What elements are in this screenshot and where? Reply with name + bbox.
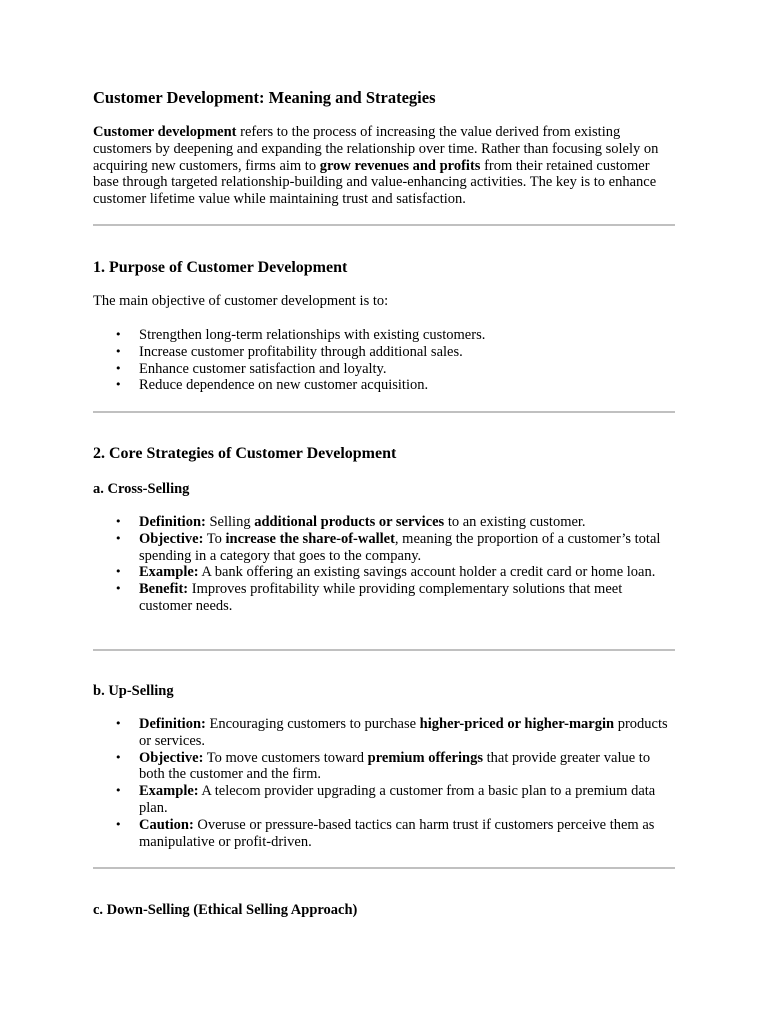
divider bbox=[93, 867, 675, 869]
divider bbox=[93, 649, 675, 651]
item-label: Objective: bbox=[139, 749, 204, 766]
item-text: Encouraging customers to purchase bbox=[205, 716, 420, 732]
section-1-heading: 1. Purpose of Customer Development bbox=[93, 259, 348, 276]
divider bbox=[93, 224, 675, 226]
item-label: Caution: bbox=[139, 816, 194, 833]
list-item bbox=[139, 564, 675, 581]
list-item: • Strengthen long-term relationships with existing customers. bbox=[139, 327, 675, 344]
intro-paragraph bbox=[93, 124, 675, 208]
item-label: Objective: bbox=[139, 530, 204, 547]
intro-bold-1: grow revenues and profits bbox=[319, 157, 481, 174]
intro-term: Customer development bbox=[93, 124, 237, 140]
item-bold: higher-priced or higher-margin bbox=[419, 716, 615, 732]
item-text: , meaning the proportion of a customer’s total spending in a category that goes to the company. bbox=[139, 530, 661, 564]
up-selling-list bbox=[93, 716, 675, 850]
section-1-lead: The main objective of customer development is to: bbox=[93, 293, 389, 309]
item-label: Example: bbox=[139, 564, 199, 581]
list-item bbox=[139, 783, 675, 817]
list-item bbox=[139, 581, 675, 615]
list-item: • Reduce dependence on new customer acquisition. bbox=[139, 377, 675, 394]
intro-text-2: from their retained customer base through targeted relationship-building and value-enhancing activities. The key is to enhance customer lifetime value while maintaining trust and satisfaction. bbox=[93, 157, 657, 208]
up-selling-heading: b. Up-Selling bbox=[93, 683, 174, 699]
list-item bbox=[139, 514, 675, 531]
item-bold: additional products or services bbox=[254, 514, 445, 530]
item-text: A telecom provider upgrading a customer from a basic plan to a premium data plan. bbox=[139, 783, 656, 816]
item-text: to an existing customer. bbox=[444, 514, 586, 530]
item-label: Example: bbox=[139, 783, 199, 800]
list-item bbox=[139, 817, 675, 851]
purpose-list bbox=[93, 327, 675, 394]
document-title: Customer Development: Meaning and Strategies bbox=[93, 88, 436, 107]
item-text: To bbox=[203, 530, 226, 547]
down-selling-heading: c. Down-Selling (Ethical Selling Approach) bbox=[93, 902, 358, 918]
cross-selling-list bbox=[93, 514, 675, 615]
item-bold: increase the share-of-wallet bbox=[225, 530, 395, 547]
item-label: Definition: bbox=[139, 514, 206, 530]
item-text: products or services. bbox=[139, 716, 668, 749]
item-text: Selling bbox=[205, 514, 255, 530]
item-text: that provide greater value to both the customer and the firm. bbox=[139, 749, 651, 783]
item-text: To move customers toward bbox=[203, 749, 368, 766]
item-bold: premium offerings bbox=[367, 749, 483, 766]
section-2-heading: 2. Core Strategies of Customer Development bbox=[93, 445, 397, 462]
list-item: • Increase customer profitability through additional sales. bbox=[139, 344, 675, 361]
divider bbox=[93, 411, 675, 413]
list-item bbox=[139, 531, 675, 565]
list-item: • Enhance customer satisfaction and loyalty. bbox=[139, 361, 675, 378]
item-text: Improves profitability while providing complementary solutions that meet customer needs. bbox=[139, 581, 623, 614]
list-item bbox=[139, 716, 675, 750]
intro-text-1: refers to the process of increasing the value derived from existing customers by deepening and expanding the relationship over time. Rather than focusing solely on acquiring new customers, firms aim to bbox=[93, 124, 659, 174]
item-text: A bank offering an existing savings account holder a credit card or home loan. bbox=[198, 564, 656, 581]
item-text: Overuse or pressure-based tactics can harm trust if customers perceive them as manipulative or profit-driven. bbox=[139, 816, 655, 850]
item-label: Definition: bbox=[139, 716, 206, 732]
list-item bbox=[139, 750, 675, 784]
cross-selling-heading: a. Cross-Selling bbox=[93, 481, 190, 497]
item-label: Benefit: bbox=[139, 581, 189, 598]
